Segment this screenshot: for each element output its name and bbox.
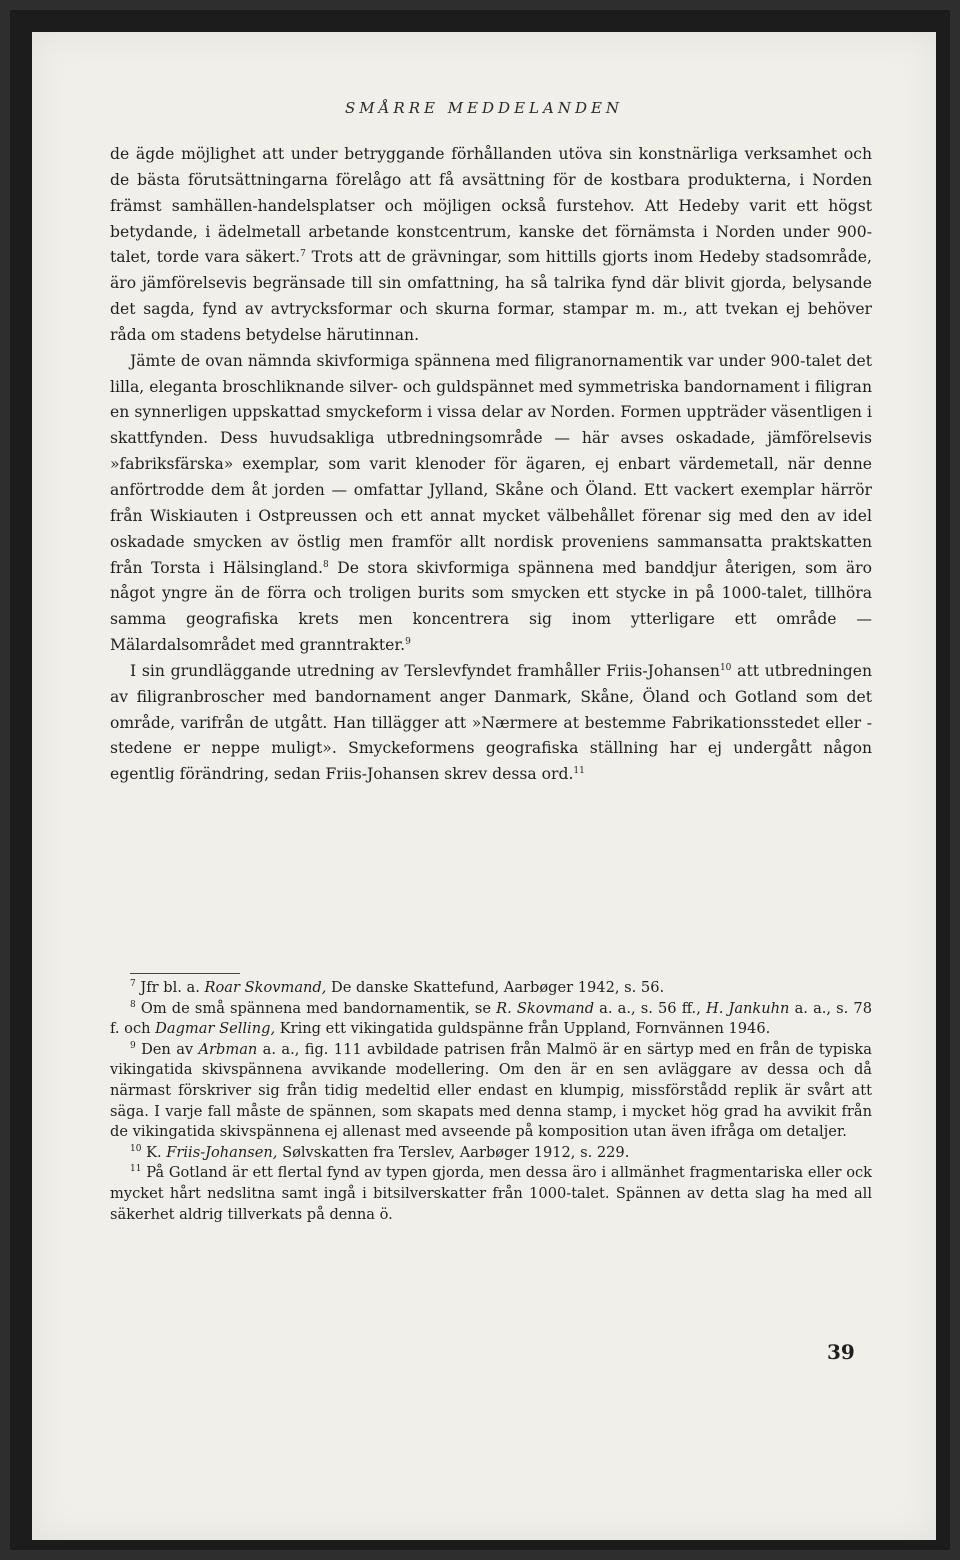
footnote-author: Dagmar Selling, [155,1020,276,1038]
footnote-text: På Gotland är ett flertal fynd av typen gjorda, men dessa äro i allmänhet fragmentariska eller ock mycket hårt nedslitna samt ingå i bitsilverskatter från 1000-talet. Spännen av detta slag ha med all säkerhet aldrig tillverkats på denna ö. [110,1164,872,1223]
footnote-text: a. a., s. 78 f. och [110,999,873,1038]
footnote-ref-7: 7 [300,249,306,260]
paragraph-3 [110,659,872,788]
footnote-ref-10: 10 [719,662,732,673]
footnote-text: K. [141,1143,167,1161]
footnote-author: H. Jankuhn [705,999,790,1017]
footnote-number: 10 [130,1143,142,1154]
footnote-text: Jfr bl. a. [135,979,205,996]
paragraph-1-text-a: de ägde möjlighet att under betryggande förhållanden utöva sin konstnärliga verksamhet och de bästa förutsättningarna förelågo att få avsättning för de kostbara produkterna, i Norden främst samhällen-handelsplatser och möjligen också furstehov. Att Hedeby varit ett högst betydande, i ädelmetall arbetande konstcentrum, kanske det förnämsta i Norden under 900-talet, torde vara säkert. [110,145,872,267]
footnote-text: Om de små spännena med bandornamentik, se [135,999,497,1017]
scan-frame [10,10,950,1550]
footnote-ref-9: 9 [405,637,411,648]
footnote-author: Roar Skovmand, [204,979,327,996]
body-text [110,142,872,788]
page-number: 39 [827,1340,855,1364]
footnote-text: a. a., s. 56 ff., [594,999,706,1017]
footnote-text: Kring ett vikingatida guldspänne från Uppland, Fornvännen 1946. [275,1020,771,1038]
footnote-ref-11: 11 [573,766,585,777]
footnote-8 [110,999,872,1040]
footnote-text: Den av [135,1040,199,1058]
footnote-text: Sølvskatten fra Terslev, Aarbøger 1912, s. 229. [277,1143,630,1161]
footnote-text: a. a., fig. 111 avbildade patrisen från Malmö är en särtyp med en från de typiska vikingatida skivspännena avvikande modellering. Om den är en sen avläggare av dessa och då närmast förskriver sig från tidig medeltid eller endast en klumpig, missförstådd replik är svårt att säga. I varje fall måste de spännen, som skapats med denna stamp, i mycket hög grad ha avvikit från de vikingatida skivspännena ej allenast med avseende på komposition utan även ifråga om detaljer. [110,1040,872,1141]
running-head: SMÅRRE MEDDELANDEN [344,99,624,117]
paragraph-3-text-a: I sin grundläggande utredning av Terslevfyndet framhåller Friis-Johansen [130,661,720,680]
footnote-separator [130,973,240,974]
footnote-number: 9 [130,1040,136,1051]
footnote-author: Friis-Johansen, [166,1143,278,1161]
paragraph-1 [110,142,872,349]
footnote-text: De danske Skattefund, Aarbøger 1942, s. 56. [326,979,665,996]
footnote-7 [110,978,872,999]
footnotes [110,978,872,1225]
paragraph-2-text-b: De stora skivformiga spännena med banddjur återigen, som äro något yngre än de förra och troligen burits som smycken ett stycke in på 1000-talet, tillhöra samma geografiska krets men koncentrera sig inom ytterligare ett område — Mälardalsområdet med granntrakter. [110,558,873,655]
footnote-author: R. Skovmand [496,999,595,1017]
footnote-number: 11 [130,1164,142,1175]
footnote-11 [110,1163,872,1225]
paragraph-3-text-b: att utbredningen av filigranbroscher med bandornament anger Danmark, Skåne, Öland och Gotland som det område, varifrån de utgått. Han tillägger att »Nærmere at bestemme Fabrikationsstedet eller -stedene er neppe muligt». Smyckeformens geografiska ställning har ej undergått någon egentlig förändring, sedan Friis-Johansen skrev dessa ord. [110,661,873,784]
paragraph-2-text-a: Jämte de ovan nämnda skivformiga spännena med filigranornamentik var under 900-talet det lilla, eleganta broschliknande silver- och guldspännet med symmetriska bandornament i filigran en synnerligen uppskattad smyckeform i vissa delar av Norden. Formen uppträder väsentligen i skattfynden. Dess huvudsakliga utbredningsområde — här avses oskadade, jämförelsevis »fabriksfärska» exemplar, som varit klenoder för ägaren, ej enbart värdemetall, när denne anförtrodde dem åt jorden — omfattar Jylland, Skåne och Öland. Ett vackert exemplar härrör från Wiskiauten i Ostpreussen och ett annat mycket välbehållet förenar sig med den av idel oskadade smycken av östlig men framför allt nordisk proveniens sammansatta praktskatten från Torsta i Hälsingland. [110,351,872,577]
paragraph-2 [110,349,872,659]
footnote-ref-8: 8 [322,559,329,570]
footnote-9 [110,1040,872,1143]
footnote-number: 8 [130,999,136,1010]
paragraph-1-text-b: Trots att de grävningar, som hittills gjorts inom Hedeby stadsområde, äro jämförelsevis begränsade till sin omfattning, ha så talrika fynd där blivit gjorda, belysande det sagda, fynd av avtrycksformar och skurna formar, stampar m. m., att tvekan ej behöver råda om stadens betydelse härutinnan. [110,248,872,344]
page [32,32,936,1540]
footnote-number: 7 [130,979,136,989]
footnote-author: Arbman [198,1040,258,1058]
footnote-10 [110,1143,872,1164]
